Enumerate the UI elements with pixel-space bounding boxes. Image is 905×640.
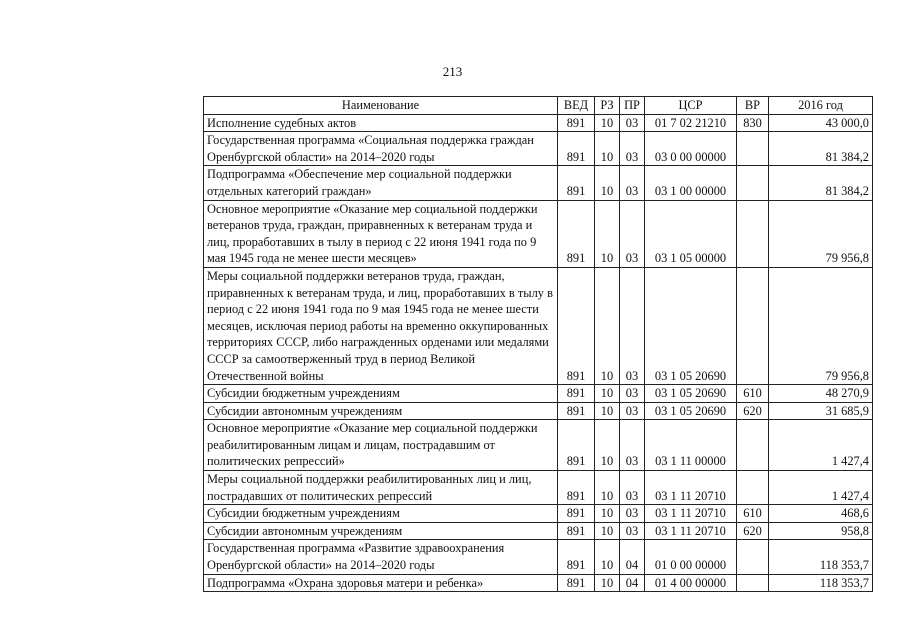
column-header-ved: ВЕД <box>558 97 595 115</box>
row-amount: 118 353,7 <box>769 574 873 592</box>
row-csr: 03 1 11 20710 <box>645 522 737 540</box>
row-vr: 620 <box>737 402 769 420</box>
table-row <box>204 420 873 471</box>
row-vr <box>737 267 769 384</box>
row-name: Меры социальной поддержки реабилитированных лиц и лиц, пострадавших от политических репрессий <box>204 471 558 505</box>
row-ved: 891 <box>558 114 595 132</box>
row-csr: 01 7 02 21210 <box>645 114 737 132</box>
row-ved: 891 <box>558 166 595 200</box>
row-pr: 03 <box>620 402 645 420</box>
column-header-vr: ВР <box>737 97 769 115</box>
row-csr: 03 1 11 20710 <box>645 471 737 505</box>
row-amount: 1 427,4 <box>769 471 873 505</box>
row-vr: 610 <box>737 385 769 403</box>
row-pr: 04 <box>620 574 645 592</box>
row-amount: 118 353,7 <box>769 540 873 574</box>
column-header-name: Наименование <box>204 97 558 115</box>
row-ved: 891 <box>558 402 595 420</box>
row-name: Основное мероприятие «Оказание мер социальной поддержки ветеранов труда, граждан, приравненных к ветеранам труда и лиц, проработавших в тылу в период с 22 июня 1941 года по 9 мая 1945 года не менее шести месяцев» <box>204 200 558 267</box>
row-amount: 468,6 <box>769 505 873 523</box>
table-header-row <box>204 97 873 115</box>
row-amount: 48 270,9 <box>769 385 873 403</box>
row-ved: 891 <box>558 200 595 267</box>
table-row <box>204 132 873 166</box>
table-row <box>204 471 873 505</box>
table-row <box>204 267 873 384</box>
row-rz: 10 <box>595 505 620 523</box>
row-ved: 891 <box>558 420 595 471</box>
row-name: Субсидии бюджетным учреждениям <box>204 505 558 523</box>
row-name: Субсидии бюджетным учреждениям <box>204 385 558 403</box>
row-pr: 03 <box>620 132 645 166</box>
table-row <box>204 540 873 574</box>
row-name: Основное мероприятие «Оказание мер социальной поддержки реабилитированным лицам и лицам, пострадавшим от политических репрессий» <box>204 420 558 471</box>
row-ved: 891 <box>558 385 595 403</box>
row-vr <box>737 420 769 471</box>
row-pr: 03 <box>620 471 645 505</box>
column-header-pr: ПР <box>620 97 645 115</box>
row-amount: 81 384,2 <box>769 132 873 166</box>
row-amount: 43 000,0 <box>769 114 873 132</box>
row-ved: 891 <box>558 522 595 540</box>
row-csr: 03 1 05 20690 <box>645 385 737 403</box>
row-rz: 10 <box>595 166 620 200</box>
row-rz: 10 <box>595 471 620 505</box>
row-vr: 620 <box>737 522 769 540</box>
row-rz: 10 <box>595 540 620 574</box>
row-pr: 03 <box>620 385 645 403</box>
row-vr: 610 <box>737 505 769 523</box>
table-row <box>204 402 873 420</box>
row-csr: 01 0 00 00000 <box>645 540 737 574</box>
row-rz: 10 <box>595 420 620 471</box>
row-pr: 03 <box>620 505 645 523</box>
row-ved: 891 <box>558 540 595 574</box>
row-name: Меры социальной поддержки ветеранов труда, граждан, приравненных к ветеранам труда, и лиц, проработавших в тылу в период с 22 июня 1941 года по 9 мая 1945 года не менее шести месяцев, исключая период работы на временно оккупированных территориях СССР, либо награжденных орденами или медалями СССР за самоотверженный труд в период Великой Отечественной войны <box>204 267 558 384</box>
row-name: Государственная программа «Развитие здравоохранения Оренбургской области» на 2014–2020 годы <box>204 540 558 574</box>
row-name: Подпрограмма «Обеспечение мер социальной поддержки отдельных категорий граждан» <box>204 166 558 200</box>
row-amount: 79 956,8 <box>769 267 873 384</box>
row-csr: 03 1 11 00000 <box>645 420 737 471</box>
row-amount: 31 685,9 <box>769 402 873 420</box>
row-csr: 03 1 11 20710 <box>645 505 737 523</box>
row-rz: 10 <box>595 402 620 420</box>
row-pr: 04 <box>620 540 645 574</box>
table-row <box>204 505 873 523</box>
row-ved: 891 <box>558 267 595 384</box>
row-csr: 03 1 05 20690 <box>645 267 737 384</box>
row-vr <box>737 166 769 200</box>
row-vr <box>737 574 769 592</box>
column-header-amount: 2016 год <box>769 97 873 115</box>
row-amount: 958,8 <box>769 522 873 540</box>
row-amount: 1 427,4 <box>769 420 873 471</box>
row-csr: 03 1 05 20690 <box>645 402 737 420</box>
row-rz: 10 <box>595 385 620 403</box>
row-vr <box>737 471 769 505</box>
row-name: Государственная программа «Социальная поддержка граждан Оренбургской области» на 2014–2020 годы <box>204 132 558 166</box>
row-vr <box>737 200 769 267</box>
row-vr <box>737 540 769 574</box>
page-number: 213 <box>442 64 463 79</box>
row-name: Исполнение судебных актов <box>204 114 558 132</box>
table-row <box>204 522 873 540</box>
row-rz: 10 <box>595 200 620 267</box>
row-csr: 01 4 00 00000 <box>645 574 737 592</box>
row-csr: 03 1 00 00000 <box>645 166 737 200</box>
budget-table <box>203 96 873 592</box>
table-row <box>204 385 873 403</box>
row-pr: 03 <box>620 166 645 200</box>
row-pr: 03 <box>620 522 645 540</box>
row-ved: 891 <box>558 471 595 505</box>
row-rz: 10 <box>595 522 620 540</box>
row-vr <box>737 132 769 166</box>
row-rz: 10 <box>595 574 620 592</box>
table-row <box>204 574 873 592</box>
row-pr: 03 <box>620 267 645 384</box>
table-row <box>204 166 873 200</box>
column-header-csr: ЦСР <box>645 97 737 115</box>
row-name: Субсидии автономным учреждениям <box>204 522 558 540</box>
row-pr: 03 <box>620 200 645 267</box>
row-rz: 10 <box>595 132 620 166</box>
row-pr: 03 <box>620 114 645 132</box>
row-rz: 10 <box>595 114 620 132</box>
table-row <box>204 114 873 132</box>
row-pr: 03 <box>620 420 645 471</box>
row-ved: 891 <box>558 574 595 592</box>
row-name: Субсидии автономным учреждениям <box>204 402 558 420</box>
row-amount: 81 384,2 <box>769 166 873 200</box>
row-vr: 830 <box>737 114 769 132</box>
row-rz: 10 <box>595 267 620 384</box>
row-csr: 03 0 00 00000 <box>645 132 737 166</box>
row-ved: 891 <box>558 505 595 523</box>
table-row <box>204 200 873 267</box>
row-ved: 891 <box>558 132 595 166</box>
column-header-rz: РЗ <box>595 97 620 115</box>
row-name: Подпрограмма «Охрана здоровья матери и ребенка» <box>204 574 558 592</box>
row-csr: 03 1 05 00000 <box>645 200 737 267</box>
row-amount: 79 956,8 <box>769 200 873 267</box>
